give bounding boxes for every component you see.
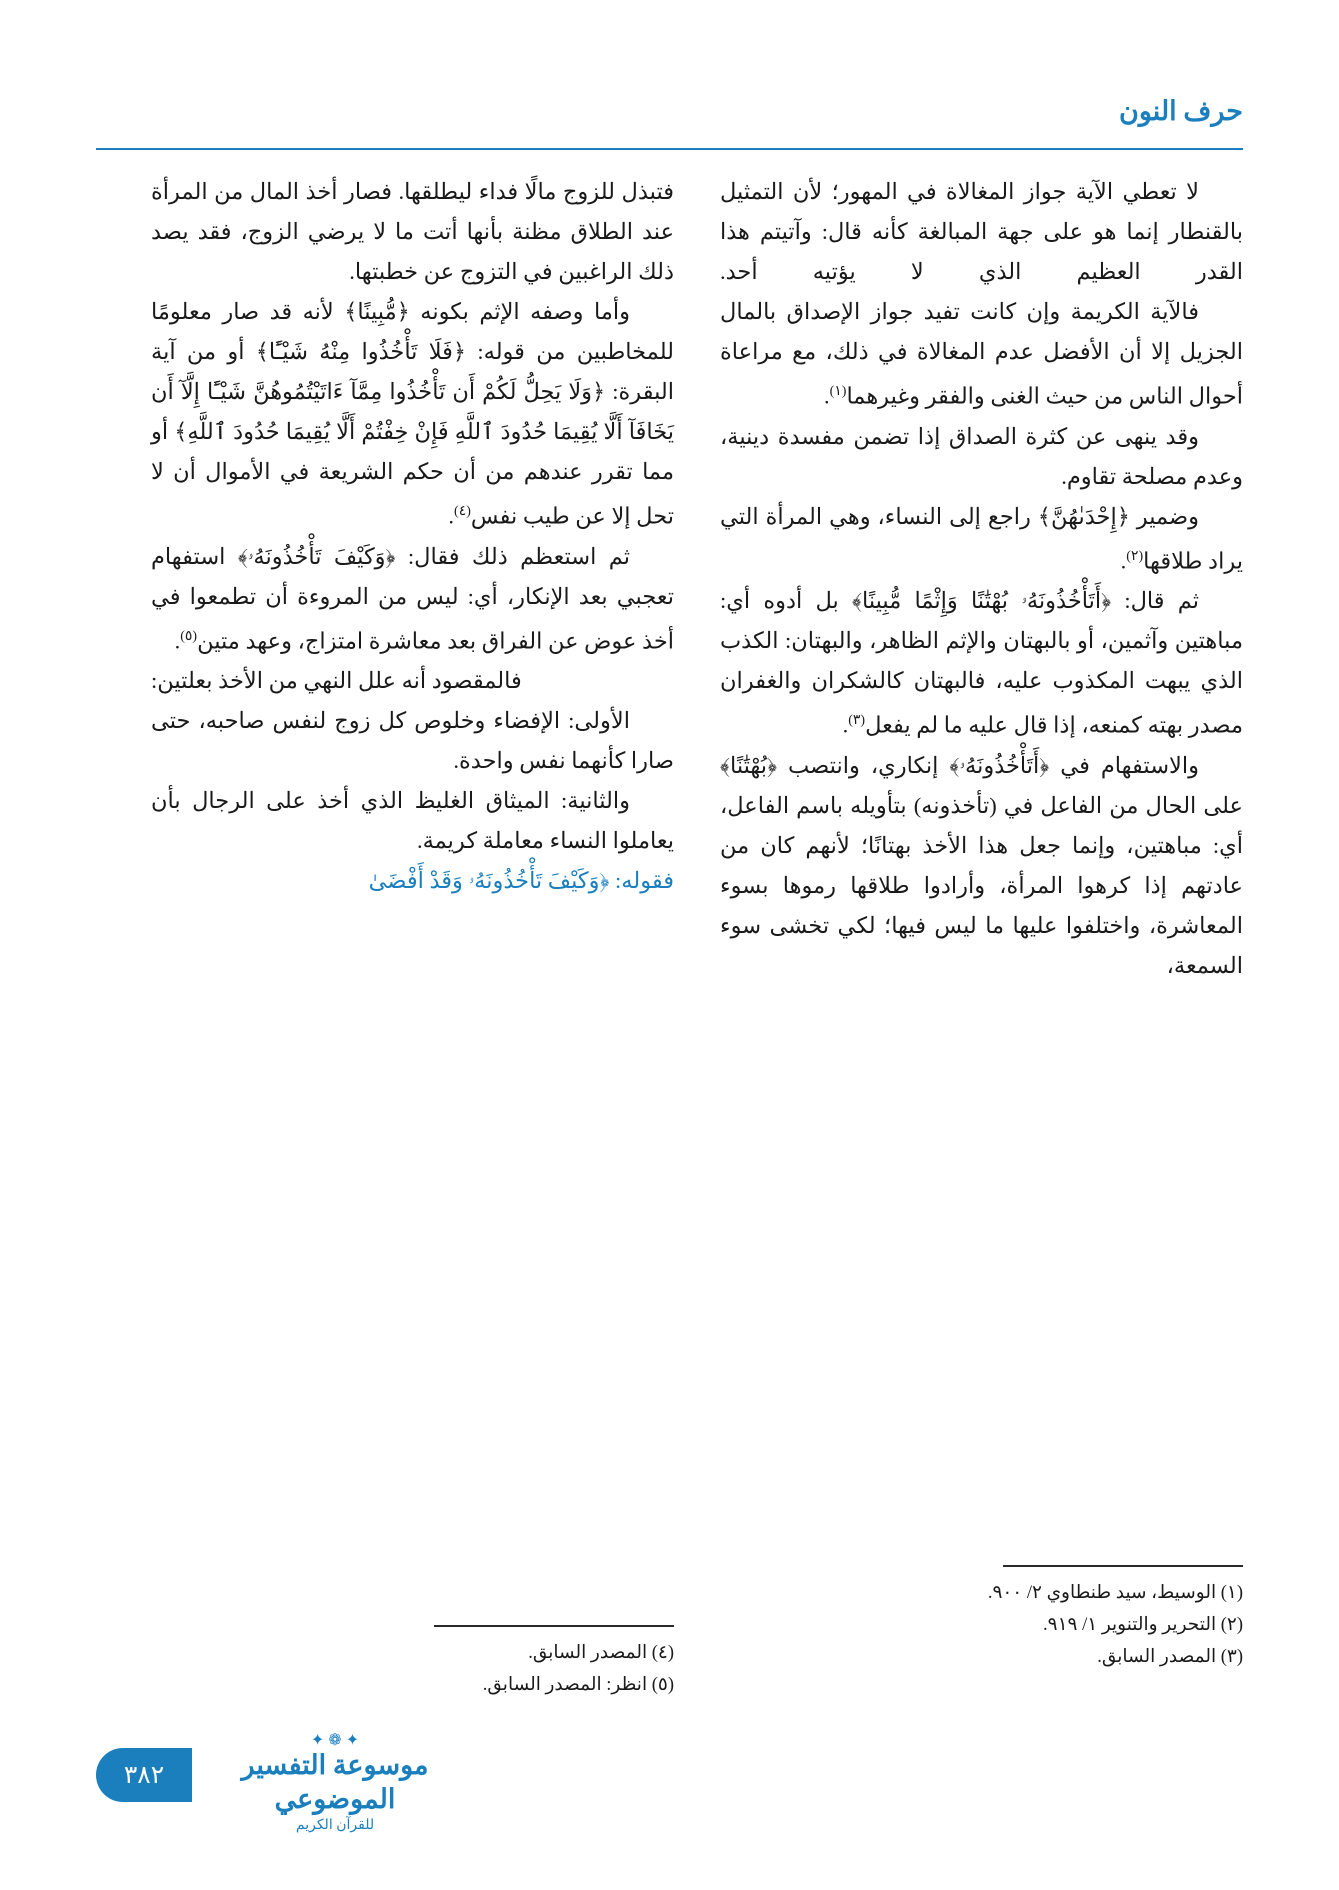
column-left xyxy=(151,172,674,901)
paragraph: ثم قال: ﴿أَتَأْخُذُونَهُۥ بُهْتَٰنًا وَإِثْمًا مُّبِينًا﴾ بل أدوه أي: مباهتين وآثمين، أو بالبهتان والإثم الظاهر، والبهتان: الكذب الذي يبهت المكذوب عليه، فالبهتان كالشكران والغفران مصدر بهته كمنعه، إذا قال عليه ما لم يفعل$^{(٣)}$. xyxy=(720,588,1243,738)
paragraph: لا تعطي الآية جواز المغالاة في المهور؛ لأن التمثيل بالقنطار إنما هو على جهة المبالغة كأنه قال: وآتيتم هذا القدر العظيم الذي لا يؤتيه أحد. xyxy=(720,179,1243,284)
page-header xyxy=(96,96,1243,158)
page-footer xyxy=(0,1710,1339,1833)
footnote-item: (٢) التحرير والتنوير ١/ ٩١٩. xyxy=(1043,1614,1243,1635)
paragraph-text: فالآية الكريمة وإن كانت تفيد جواز الإصداق بالمال الجزيل إلا أن الأفضل عدم المغالاة في ذلك، مع مراعاة أحوال الناس من حيث الغنى والفقر وغيرهما xyxy=(720,299,1243,409)
paragraph-text: ثم قال: ﴿أَتَأْخُذُونَهُۥ بُهْتَٰنًا وَإِثْمًا مُّبِينًا﴾ بل أدوه أي: مباهتين وآثمين، أو بالبهتان والإثم الظاهر، والبهتان: الكذب الذي يبهت المكذوب عليه، فالبهتان كالشكران والغفران مصدر بهته كمنعه، إذا قال عليه ما لم يفعل xyxy=(720,588,1243,738)
footnote-item: (١) الوسيط، سيد طنطاوي ٢/ ٩٠٠. xyxy=(987,1582,1243,1603)
header-divider xyxy=(96,148,1243,150)
logo-flourish-icon: ✦ ❁ ✦ xyxy=(310,1732,360,1749)
paragraph: وضمير ﴿إِحْدَىٰهُنَّ﴾ راجع إلى النساء، وهي المرأة التي يراد طلاقها$^{(٢)}$. xyxy=(720,503,1243,573)
paragraph: فالمقصود أنه علل النهي من الأخذ بعلتين: xyxy=(151,668,522,693)
column-right xyxy=(720,172,1243,986)
paragraph: وأما وصفه الإثم بكونه ﴿مُّبِينًا﴾ لأنه قد صار معلومًا للمخاطبين من قوله: ﴿فَلَا تَأْخُذُوا مِنْهُ شَيْـًٔا﴾ أو من آية البقرة: ﴿وَلَا يَحِلُّ لَكُمْ أَن تَأْخُذُوا مِمَّآ ءَاتَيْتُمُوهُنَّ شَيْـًٔا إِلَّآ أَن يَخَافَآ أَلَّا يُقِيمَا حُدُودَ ٱللَّهِ فَإِنْ خِفْتُمْ أَلَّا يُقِيمَا حُدُودَ ٱللَّهِ﴾ أو مما تقرر عندهم من أن حكم الشريعة في الأموال أن لا تحل إلا عن طيب نفس$^{(٤)}$. xyxy=(151,299,674,529)
footnote-divider xyxy=(434,1625,674,1627)
footnotes-left-column xyxy=(151,1625,674,1701)
logo-subtitle: للقرآن الكريم xyxy=(295,1818,375,1833)
text-columns xyxy=(96,172,1243,986)
publisher-logo xyxy=(210,1732,460,1833)
footnote-marker: (٣) xyxy=(848,713,866,728)
paragraph xyxy=(151,861,674,901)
paragraph: وقد ينهى عن كثرة الصداق إذا تضمن مفسدة دينية، وعدم مصلحة تقاوم. xyxy=(720,423,1243,489)
logo-title: موسوعة التفسير الموضوعي xyxy=(241,1750,429,1814)
paragraph: ثم استعظم ذلك فقال: ﴿وَكَيْفَ تَأْخُذُونَهُۥ﴾ استفهام تعجبي بعد الإنكار، أي: ليس من المروءة أن تطمعوا في أخذ عوض عن الفراق بعد معاشرة امتزاج، وعهد متين$^{(٥)}$. xyxy=(151,543,674,653)
page-number-badge: ٣٨٢ xyxy=(96,1748,192,1802)
paragraph: والثانية: الميثاق الغليظ الذي أخذ على الرجال بأن يعاملوا النساء معاملة كريمة. xyxy=(151,788,674,853)
footnote-divider xyxy=(1003,1565,1243,1567)
footnote-marker: (٤) xyxy=(454,504,471,519)
paragraph-text: وأما وصفه الإثم بكونه ﴿مُّبِينًا﴾ لأنه قد صار معلومًا للمخاطبين من قوله: ﴿فَلَا تَأْخُذُوا مِنْهُ شَيْـًٔا﴾ أو من آية البقرة: ﴿وَلَا يَحِلُّ لَكُمْ أَن تَأْخُذُوا مِمَّآ ءَاتَيْتُمُوهُنَّ شَيْـًٔا إِلَّآ أَن يَخَافَآ أَلَّا يُقِيمَا حُدُودَ ٱللَّهِ فَإِنْ خِفْتُمْ أَلَّا يُقِيمَا حُدُودَ ٱللَّهِ﴾ أو مما تقرر عندهم من أن حكم الشريعة في الأموال أن لا تحل إلا عن طيب نفس xyxy=(151,299,674,529)
footnotes-right-column xyxy=(720,1565,1243,1673)
footnote-item: (٣) المصدر السابق. xyxy=(1097,1646,1243,1667)
footnote-marker: (٢) xyxy=(1126,548,1144,564)
paragraph: الأولى: الإفضاء وخلوص كل زوج لنفس صاحبه، حتى صارا كأنهما نفس واحدة. xyxy=(151,708,674,773)
paragraph: فالآية الكريمة وإن كانت تفيد جواز الإصداق بالمال الجزيل إلا أن الأفضل عدم المغالاة في ذلك، مع مراعاة أحوال الناس من حيث الغنى والفقر وغيرهما$^{(١)}$. xyxy=(720,299,1243,409)
paragraph: فتبذل للزوج مالًا فداء ليطلقها. فصار أخذ المال من المرأة عند الطلاق مظنة بأنها أتت ما لا يرضي الزوج، فقد يصد ذلك الراغبين في التزوج عن خطبتها. xyxy=(151,179,674,284)
paragraph: والاستفهام في ﴿أَتَأْخُذُونَهُۥ﴾ إنكاري، وانتصب ﴿بُهْتَٰنًا﴾ على الحال من الفاعل في (تأخذونه) بتأويله باسم الفاعل، أي: مباهتين، وإنما جعل هذا الأخذ بهتانًا؛ لأنهم كان من عادتهم إذا كرهوا المرأة، وأرادوا طلاقها رموها بسوء المعاشرة، واختلفوا عليها ما ليس فيها؛ لكي تخشى سوء السمعة، xyxy=(720,752,1243,978)
footnote-marker: (١) xyxy=(829,384,847,399)
quran-quote: فقوله: ﴿وَكَيْفَ تَأْخُذُونَهُۥ وَقَدْ أَفْضَىٰ xyxy=(368,868,674,893)
footnote-item: (٤) المصدر السابق. xyxy=(528,1642,674,1663)
footnote-item: (٥) انظر: المصدر السابق. xyxy=(482,1674,674,1695)
page-header-title: حرف النون xyxy=(1119,96,1243,126)
paragraph-text: وضمير ﴿إِحْدَىٰهُنَّ﴾ راجع إلى النساء، وهي المرأة التي يراد طلاقها xyxy=(720,503,1243,573)
footnote-marker: (٥) xyxy=(180,628,198,644)
paragraph-text: ثم استعظم ذلك فقال: ﴿وَكَيْفَ تَأْخُذُونَهُۥ﴾ استفهام تعجبي بعد الإنكار، أي: ليس من المروءة أن تطمعوا في أخذ عوض عن الفراق بعد معاشرة امتزاج، وعهد متين xyxy=(151,543,674,653)
